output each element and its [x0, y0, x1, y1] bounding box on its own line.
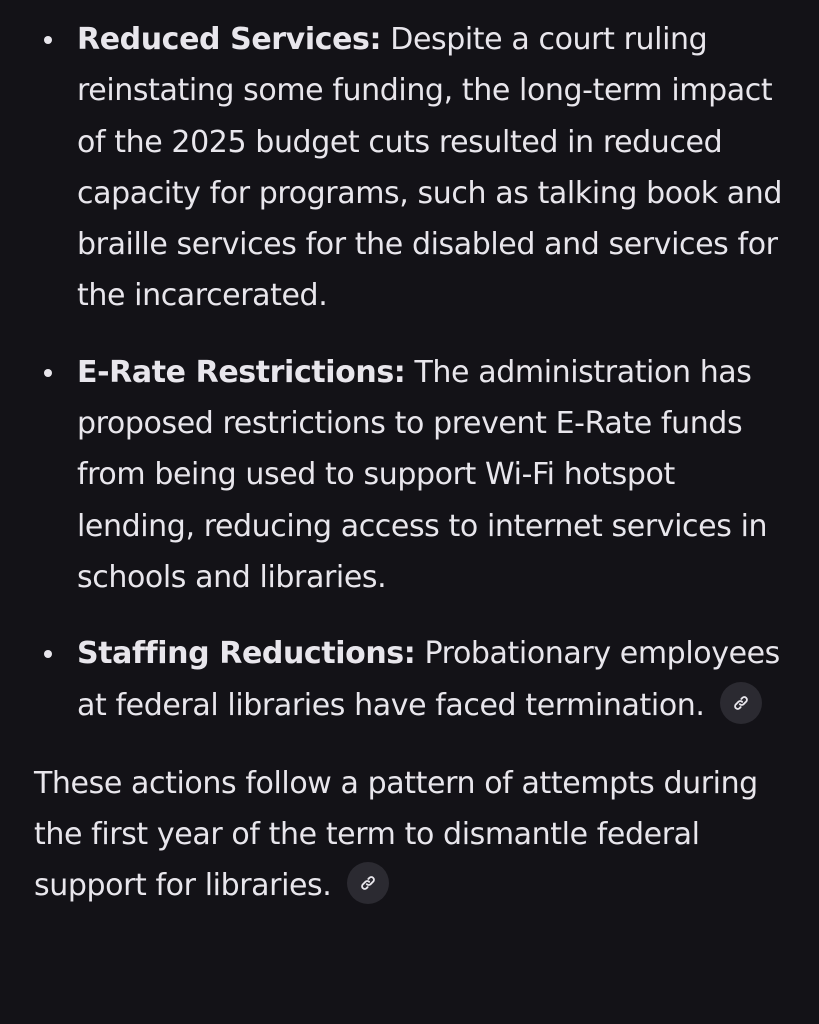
- link-icon: [358, 873, 378, 893]
- bullet-dot: [44, 36, 52, 44]
- source-link-button[interactable]: [347, 862, 389, 904]
- bullet-item-e-rate-restrictions: [0, 347, 819, 603]
- bullet-text: Despite a court ruling reinstating some funding, the long-term impact of the 2025 budget cuts resulted in reduced capacity for programs, such as talking book and braille services for the disabled and services for the incarcerated.: [77, 22, 783, 314]
- summary-text: These actions follow a pattern of attempts during the first year of the term to dismantle federal support for libraries.: [34, 765, 758, 904]
- bullet-dot: [44, 369, 52, 377]
- link-icon: [731, 693, 751, 713]
- bullet-label: E-Rate Restrictions:: [77, 354, 406, 390]
- bullet-label: Staffing Reductions:: [77, 636, 416, 672]
- summary-paragraph: [0, 758, 819, 912]
- bullet-label: Reduced Services:: [77, 22, 382, 57]
- bullet-item-reduced-services: [0, 14, 819, 322]
- response-content: [0, 14, 819, 912]
- bullet-item-staffing-reductions: [0, 628, 819, 731]
- source-link-button[interactable]: [720, 682, 762, 724]
- bullet-text: Probationary employees at federal libraries have faced termination.: [77, 636, 780, 723]
- bullet-dot: [44, 650, 52, 658]
- bullet-text: The administration has proposed restrictions to prevent E-Rate funds from being used to support Wi-Fi hotspot lending, reducing access to internet services in schools and libraries.: [77, 354, 768, 595]
- bullet-list: [0, 14, 819, 731]
